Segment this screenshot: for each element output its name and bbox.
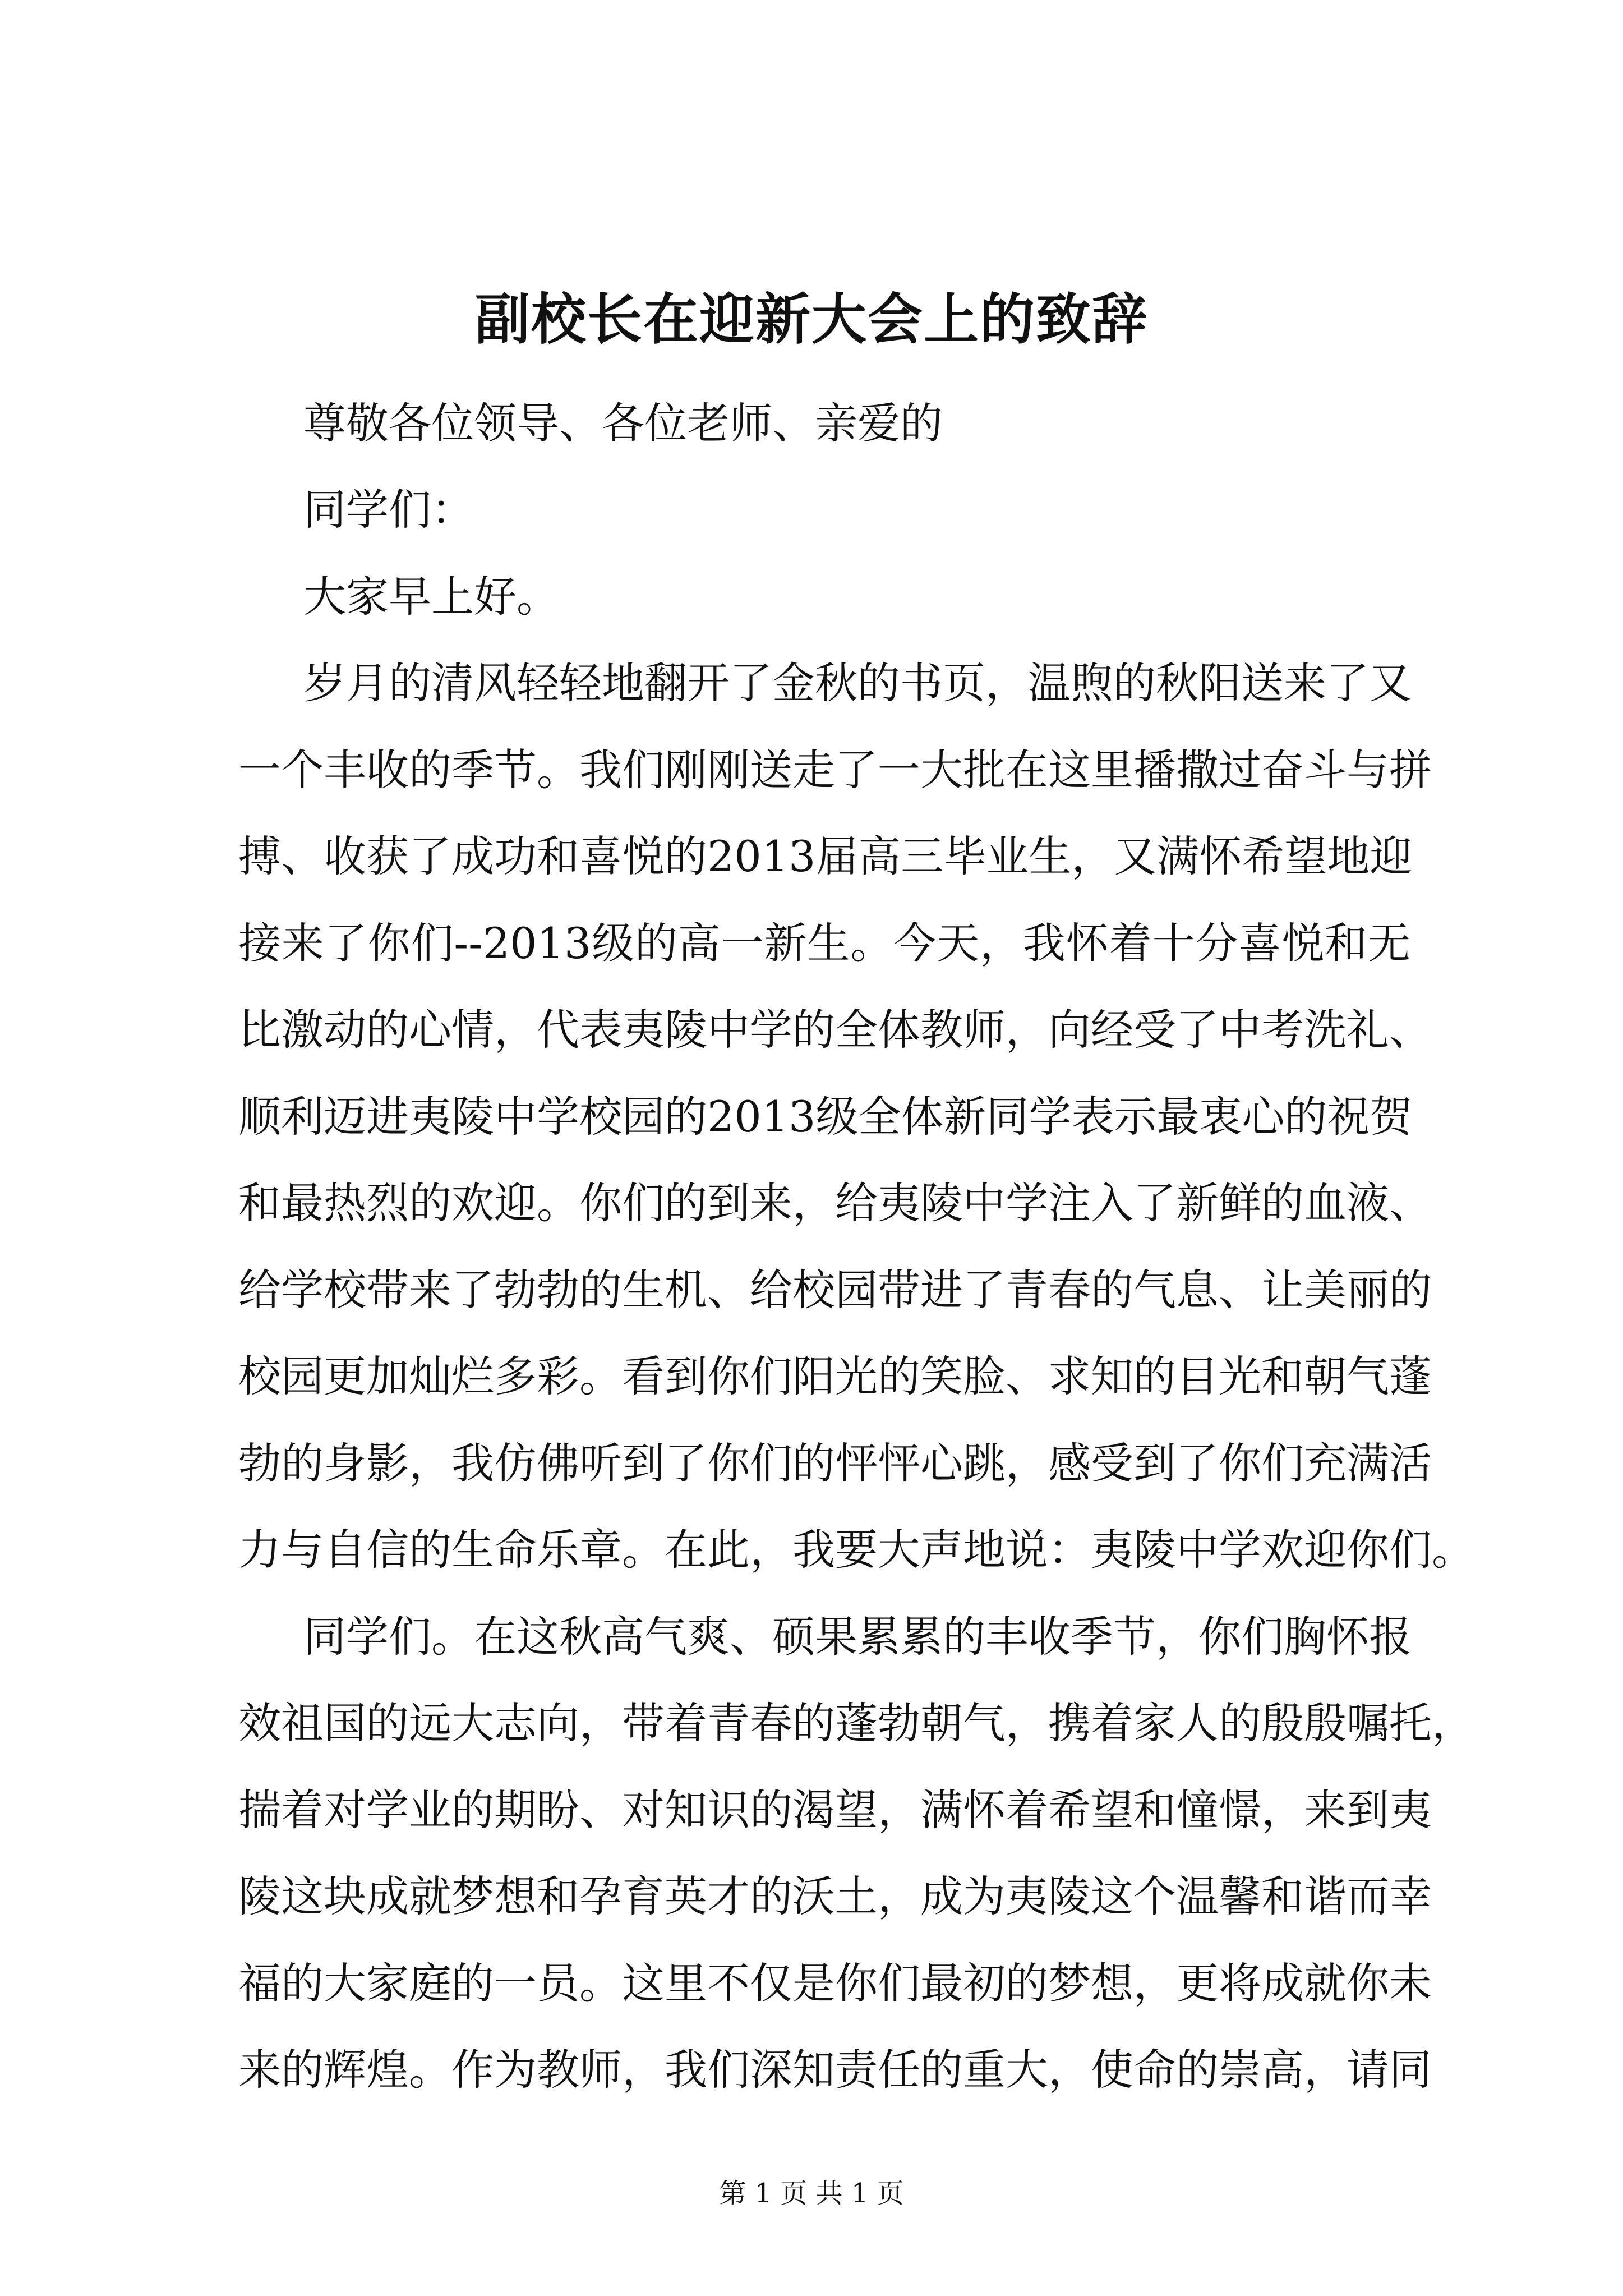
paragraph-line: 比激动的心情，代表夷陵中学的全体教师，向经受了中考洗礼、	[238, 1005, 1432, 1055]
paragraph-line: 福的大家庭的一员。这里不仅是你们最初的梦想，更将成就你未	[238, 1958, 1432, 2008]
paragraph-line: 校园更加灿烂多彩。看到你们阳光的笑脸、求知的目光和朝气蓬	[238, 1351, 1432, 1401]
paragraph-line: 给学校带来了勃勃的生机、给校园带进了青春的气息、让美丽的	[238, 1265, 1432, 1315]
paragraph-line: 顺利迈进夷陵中学校园的2013级全体新同学表示最衷心的祝贺	[238, 1092, 1413, 1142]
document-title: 副校长在迎新大会上的致辞	[474, 287, 1148, 352]
page-footer: 第 1 页 共 1 页	[719, 2178, 904, 2209]
paragraph-line: 力与自信的生命乐章。在此，我要大声地说：夷陵中学欢迎你们。	[238, 1525, 1474, 1575]
paragraph-line: 陵这块成就梦想和孕育英才的沃土，成为夷陵这个温馨和谐而幸	[238, 1871, 1432, 1921]
paragraph-line: 勃的身影，我仿佛听到了你们的怦怦心跳，感受到了你们充满活	[238, 1438, 1432, 1488]
paragraph-line: 搏、收获了成功和喜悦的2013届高三毕业生，又满怀希望地迎	[238, 831, 1413, 881]
paragraph-line: 和最热烈的欢迎。你们的到来，给夷陵中学注入了新鲜的血液、	[238, 1178, 1432, 1228]
paragraph-line: 效祖国的远大志向，带着青春的蓬勃朝气，携着家人的殷殷嘱托，	[238, 1698, 1474, 1748]
paragraph-line: 一个丰收的季节。我们刚刚送走了一大批在这里播撒过奋斗与拼	[238, 745, 1432, 795]
greeting-line: 同学们：	[303, 485, 474, 535]
paragraph-line: 同学们。在这秋高气爽、硕果累累的丰收季节，你们胸怀报	[303, 1612, 1412, 1662]
paragraph-line: 接来了你们--2013级的高一新生。今天，我怀着十分喜悦和无	[238, 918, 1410, 968]
paragraph-line: 岁月的清风轻轻地翻开了金秋的书页，温煦的秋阳送来了又	[303, 658, 1412, 708]
greeting-line: 尊敬各位领导、各位老师、亲爱的	[303, 398, 943, 448]
paragraph-line: 来的辉煌。作为教师，我们深知责任的重大，使命的崇高，请同	[238, 2045, 1432, 2095]
greeting-line: 大家早上好。	[303, 572, 559, 622]
paragraph-line: 揣着对学业的期盼、对知识的渴望，满怀着希望和憧憬，来到夷	[238, 1785, 1432, 1835]
